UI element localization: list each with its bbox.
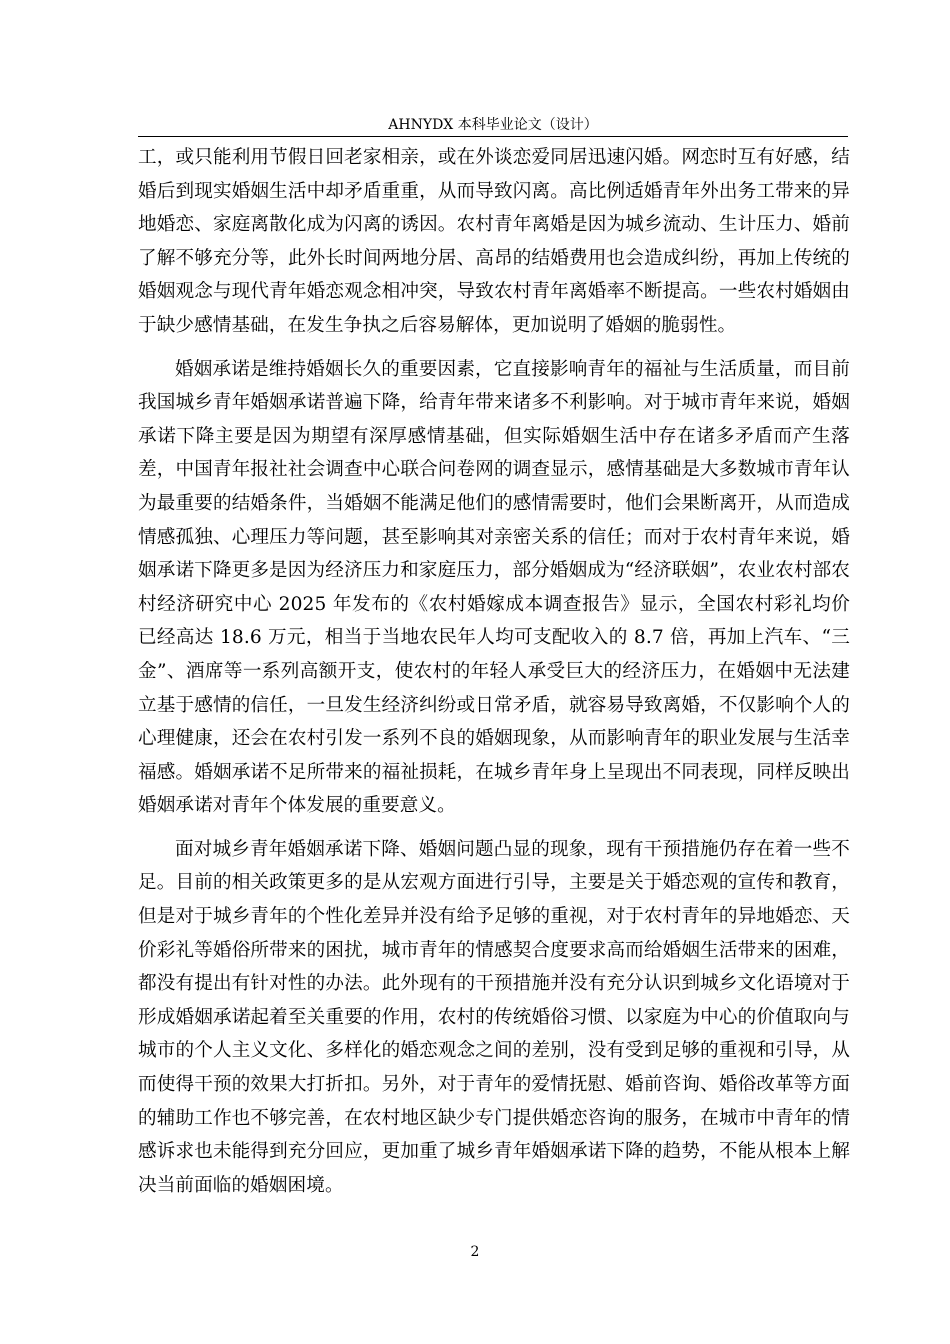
paragraph-marriage-commitment: 婚姻承诺是维持婚姻长久的重要因素，它直接影响青年的福祉与生活质量，而目前我国城乡青年婚姻承诺普遍下降，给青年带来诸多不利影响。对于城市青年来说，婚姻承诺下降主要是因为期望有深厚感情基础，但实际婚姻生活中存在诸多矛盾而产生落差，中国青年报社社会调查中心联合问卷网的调查显示，感情基础是大多数城市青年认为最重要的结婚条件，当婚姻不能满足他们的感情需要时，他们会果断离开，从而造成情感孤独、心理压力等问题，甚至影响其对亲密关系的信任；而对于农村青年来说，婚姻承诺下降更多是因为经济压力和家庭压力，部分婚姻成为“经济联姻”，农业农村部农村经济研究中心 2025 年发布的《农村婚嫁成本调查报告》显示，全国农村彩礼均价已经高达 18.6 万元，相当于当地农民年人均可支配收入的 8.7 倍，再加上汽车、“三金”、酒席等一系列高额开支，使农村的年轻人承受巨大的经济压力，在婚姻中无法建立基于感情的信任，一旦发生经济纠纷或日常矛盾，就容易导致离婚，不仅影响个人的心理健康，还会在农村引发一系列不良的婚姻现象，从而影响青年的职业发展与生活幸福感。婚姻承诺不足所带来的福祉损耗，在城乡青年身上呈现出不同表现，同样反映出婚姻承诺对青年个体发展的重要意义。 (138, 358, 850, 817)
header-rule (138, 136, 848, 137)
paragraph-interventions: 面对城乡青年婚姻承诺下降、婚姻问题凸显的现象，现有干预措施仍存在着一些不足。目前的相关政策更多的是从宏观方面进行引导，主要是关于婚恋观的宣传和教育，但是对于城乡青年的个性化差异并没有给予足够的重视，对于农村青年的异地婚恋、天价彩礼等婚俗所带来的困扰，城市青年的情感契合度要求高而给婚姻生活带来的困难，都没有提出有针对性的办法。此外现有的干预措施并没有充分认识到城乡文化语境对于形成婚姻承诺起着至关重要的作用，农村的传统婚俗习惯、以家庭为中心的价值取向与城市的个人主义文化、多样化的婚恋观念之间的差别，没有受到足够的重视和引导，从而使得干预的效果大打折扣。另外，对于青年的爱情抚慰、婚前咨询、婚俗改革等方面的辅助工作也不够完善，在农村地区缺少专门提供婚恋咨询的服务，在城市中青年的情感诉求也未能得到充分回应，更加重了城乡青年婚姻承诺下降的趋势，不能从根本上解决当前面临的婚姻困境。 (138, 838, 850, 1196)
paragraph-continued: 工，或只能利用节假日回老家相亲，或在外谈恋爱同居迅速闪婚。网恋时互有好感，结婚后到现实婚姻生活中却矛盾重重，从而导致闪离。高比例适婚青年外出务工带来的异地婚恋、家庭离散化成为闪离的诱因。农村青年离婚是因为城乡流动、生计压力、婚前了解不够充分等，此外长时间两地分居、高昂的结婚费用也会造成纠纷，再加上传统的婚姻观念与现代青年婚恋观念相冲突，导致农村青年离婚率不断提高。一些农村婚姻由于缺少感情基础，在发生争执之后容易解体，更加说明了婚姻的脆弱性。 (138, 147, 850, 336)
body-text (138, 141, 850, 1202)
running-header: AHNYDX 本科毕业论文（设计） (388, 117, 598, 133)
page-number: 2 (470, 1244, 480, 1260)
